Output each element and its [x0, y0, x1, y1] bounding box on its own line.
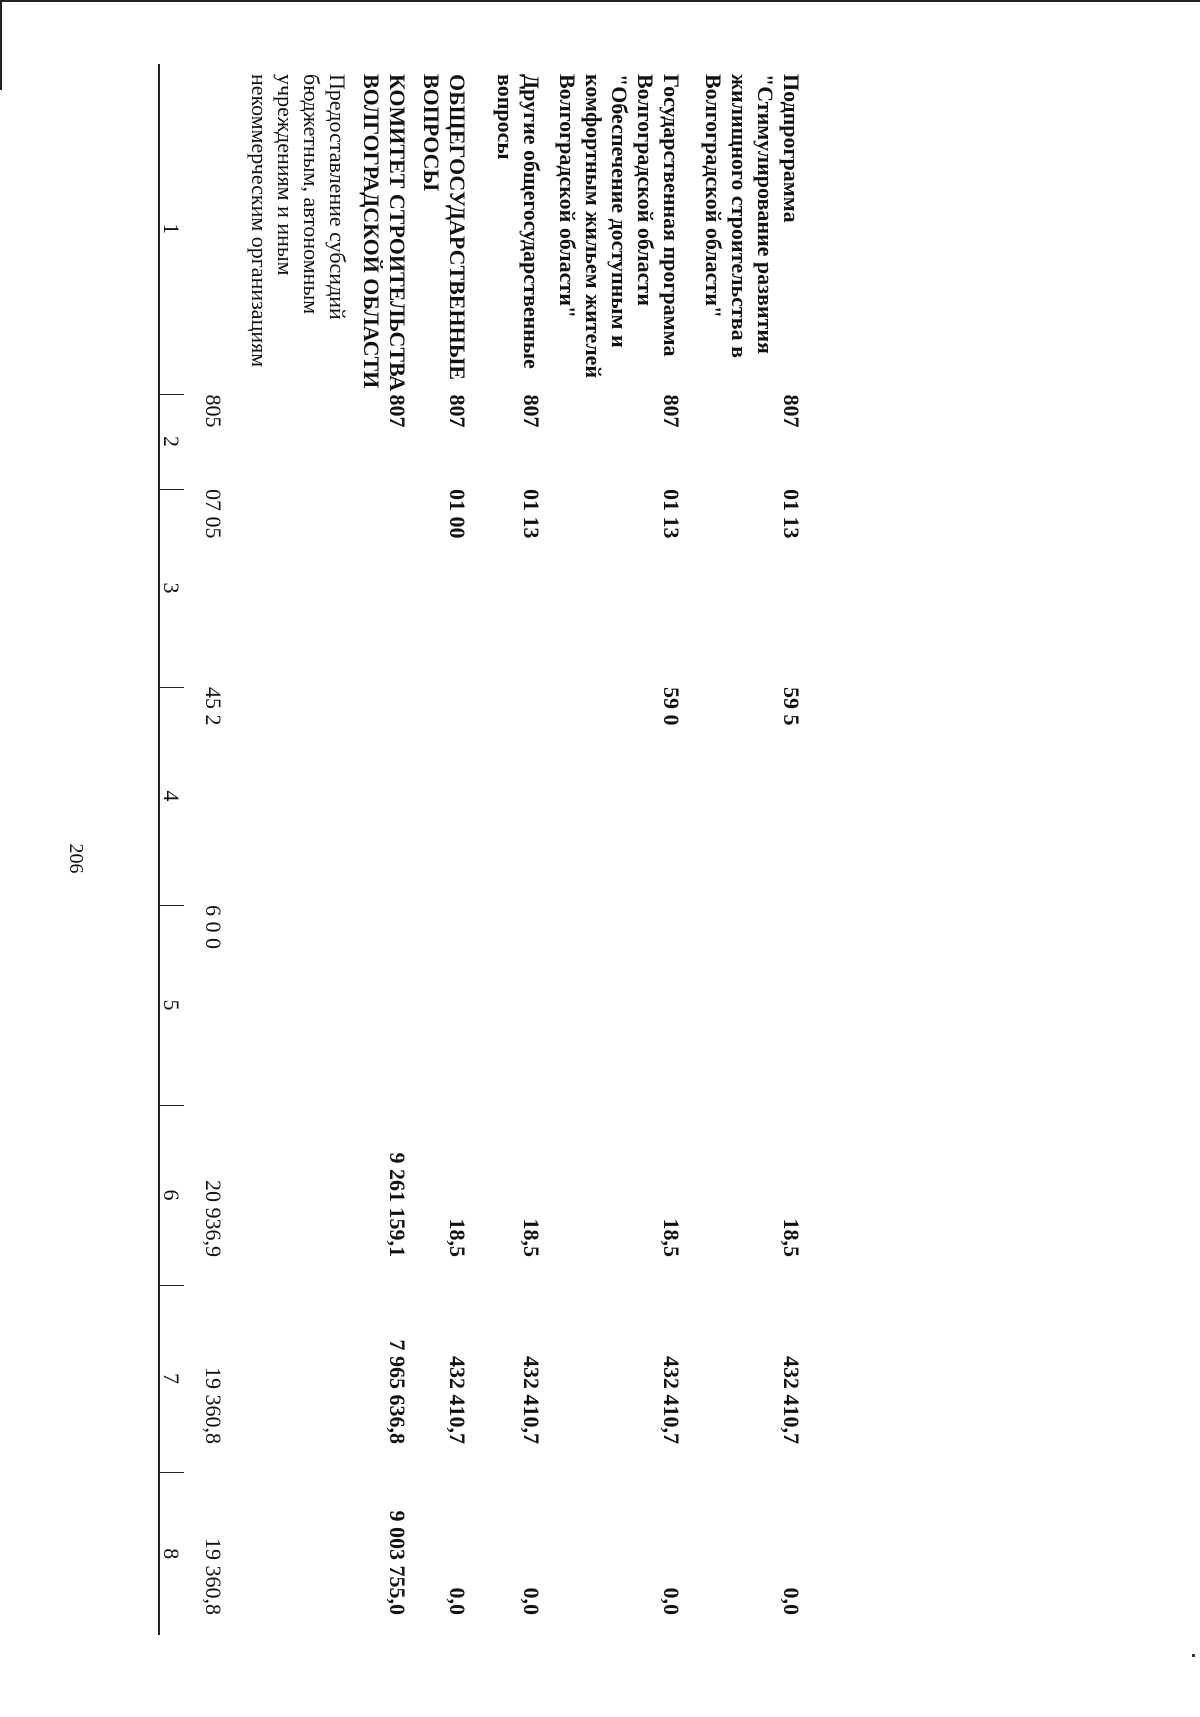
column-header: 8	[159, 1472, 184, 1635]
target-article-cell: 45 2	[201, 687, 226, 726]
expense-type-cell	[350, 905, 410, 1105]
ministry-code-cell: 807	[779, 394, 804, 428]
table-header-row	[159, 64, 184, 1635]
section-code-cell: 01 00	[445, 489, 470, 539]
section-code-cell: 01 13	[659, 489, 684, 539]
row-name-cell: ОБЩЕГОСУДАРСТВЕННЫЕ ВОПРОСЫ	[419, 74, 470, 380]
amount-cell: 18,5	[779, 1218, 804, 1257]
amount-cell: 20 936,9	[201, 1180, 226, 1257]
table-row	[684, 64, 804, 1635]
column-header: 1	[159, 64, 184, 394]
target-article-cell	[410, 687, 470, 905]
page-number: 206	[65, 843, 87, 874]
section-code-cell: 01 13	[779, 489, 804, 539]
amount-cell: 432 410,7	[779, 1356, 804, 1444]
amount-cell: 7 965 636,8	[385, 1339, 410, 1444]
row-name-cell: Предоставление субсидий бюджетным, автономным учреждениям и иным некоммерческим организациям	[247, 74, 350, 368]
target-article-cell	[470, 687, 544, 905]
amount-cell: 432 410,7	[445, 1356, 470, 1444]
amount-cell: 432 410,7	[659, 1356, 684, 1444]
table-row	[470, 64, 544, 1635]
ministry-code-cell: 807	[385, 394, 410, 428]
budget-table	[158, 64, 804, 1635]
amount-cell: 18,5	[445, 1218, 470, 1257]
table-row	[544, 64, 684, 1635]
table-row	[200, 64, 350, 1635]
row-name-cell: Подпрограмма "Стимулирование развития жилищного строительства в Волгоградской области"	[701, 74, 804, 358]
column-header: 5	[159, 905, 184, 1105]
ministry-code-cell: 807	[659, 394, 684, 428]
expense-type-cell	[470, 905, 544, 1105]
section-code-cell: 07 05	[201, 489, 226, 539]
column-header: 4	[159, 687, 184, 905]
row-name-cell: КОМИТЕТ СТРОИТЕЛЬСТВА ВОЛГОГРАДСКОЙ ОБЛАСТИ	[359, 74, 410, 392]
amount-cell: 0,0	[659, 1587, 684, 1615]
target-article-cell: 59 5	[779, 687, 804, 726]
amount-cell: 0,0	[445, 1587, 470, 1615]
section-code-cell: 01 13	[519, 489, 544, 539]
amount-cell: 18,5	[519, 1218, 544, 1257]
ministry-code-cell: 807	[445, 394, 470, 428]
row-name-cell: Государственная программа Волгоградской области "Обеспечение доступным и комфортным жильем жителей Волгоградской области"	[555, 74, 684, 379]
target-article-cell	[350, 687, 410, 905]
amount-cell: 19 360,8	[201, 1538, 226, 1615]
expense-type-cell	[684, 905, 804, 1105]
amount-cell: 9 003 755,0	[385, 1510, 410, 1615]
table-row	[410, 64, 470, 1635]
column-header: 6	[159, 1105, 184, 1285]
amount-cell: 432 410,7	[519, 1356, 544, 1444]
ministry-code-cell: 805	[201, 394, 226, 428]
expense-type-cell: 6 0 0	[201, 905, 226, 949]
amount-cell: 19 360,8	[201, 1367, 226, 1444]
amount-cell: 0,0	[779, 1587, 804, 1615]
column-header: 3	[159, 489, 184, 687]
amount-cell: 9 261 159,1	[385, 1152, 410, 1257]
expense-type-cell	[410, 905, 470, 1105]
column-header: 2	[159, 394, 184, 489]
expense-type-cell	[544, 905, 684, 1105]
amount-cell: 0,0	[519, 1587, 544, 1615]
amount-cell: 18,5	[659, 1218, 684, 1257]
ministry-code-cell: 807	[519, 394, 544, 428]
table-row	[350, 64, 410, 1635]
section-code-cell	[350, 489, 410, 687]
column-header: 7	[159, 1285, 184, 1472]
row-name-cell: Другие общегосударственные вопросы	[493, 74, 544, 369]
target-article-cell: 59 0	[659, 687, 684, 726]
